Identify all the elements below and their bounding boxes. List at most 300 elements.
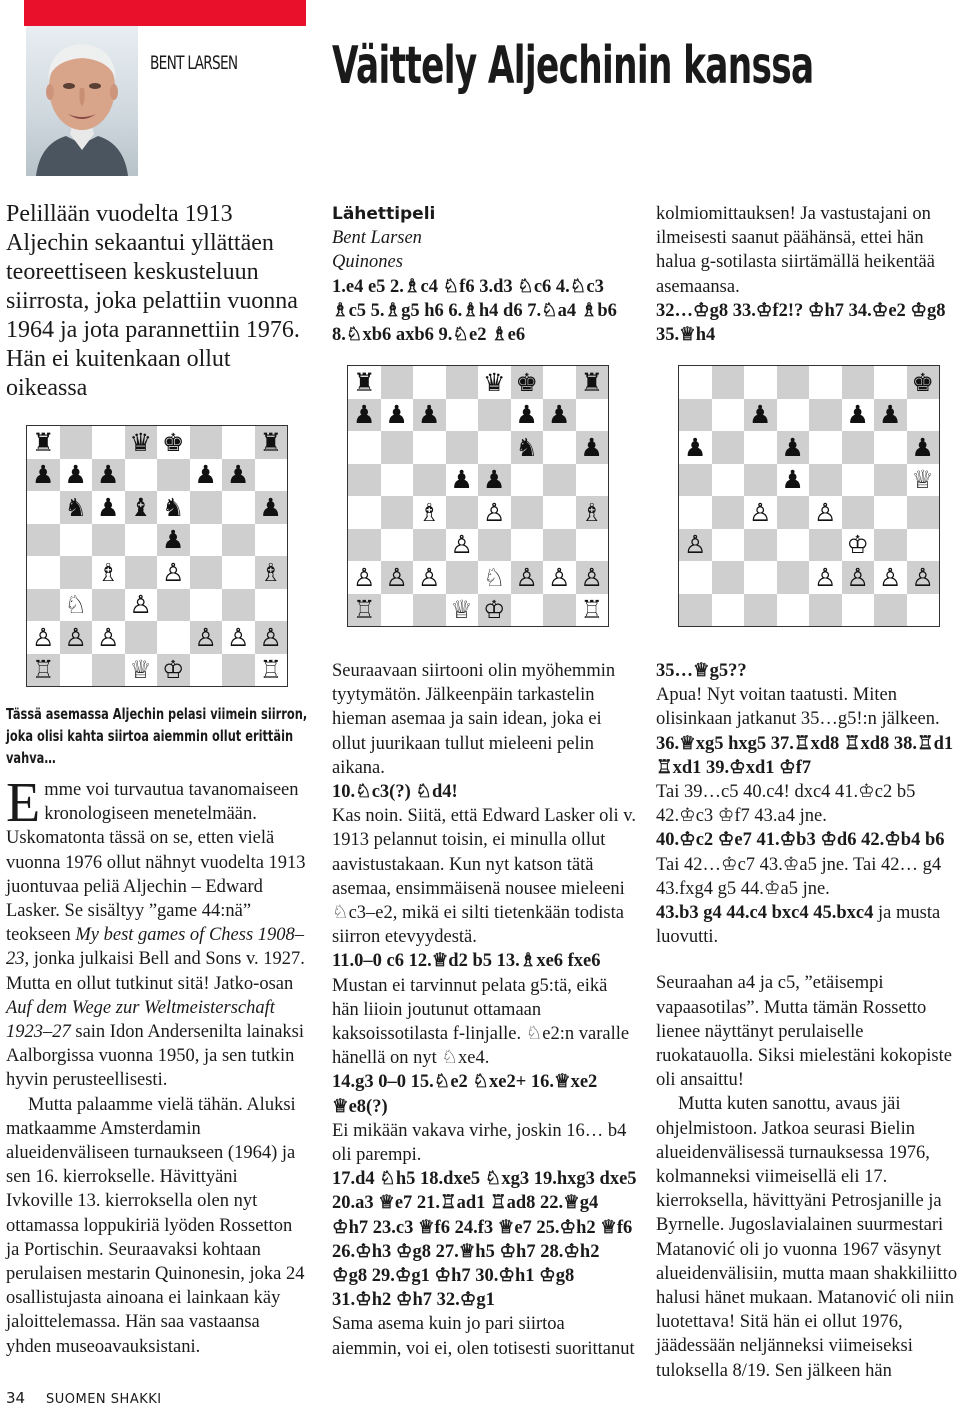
chess-piece: ♙ — [353, 562, 376, 592]
board-square — [348, 431, 381, 464]
board-square — [446, 496, 479, 529]
board-square — [157, 654, 190, 687]
board-square — [907, 496, 940, 529]
chess-piece: ♘ — [483, 562, 506, 592]
board-square — [27, 491, 60, 524]
board-square — [190, 654, 223, 687]
board-square — [907, 399, 940, 432]
board-square — [744, 464, 777, 497]
board-square — [576, 399, 609, 432]
board-square — [413, 496, 446, 529]
board-square — [348, 561, 381, 594]
col2-text-3: Mustan ei tarvinnut pelata g5:tä, eikä hän liioin joutunut ottamaan kaksoissotilasta f-linjalle. ♘e2:n varalle hänellä on nyt ♘xe4. — [332, 975, 630, 1069]
board-square — [157, 426, 190, 459]
board-square — [92, 556, 125, 589]
diagram-caption: Tässä asemassa Aljechin pelasi viimein siirron, joka olisi kahta siirtoa aiemmin ollut erittäin vahva… — [6, 705, 308, 767]
board-square — [125, 556, 158, 589]
board-square — [60, 654, 93, 687]
chess-piece: ♙ — [814, 562, 837, 592]
article-title: Väittely Aljechinin kanssa — [332, 36, 814, 96]
chess-piece: ♜ — [580, 367, 603, 397]
board-square — [446, 399, 479, 432]
chess-piece: ♜ — [259, 427, 282, 457]
chess-piece: ♟ — [781, 432, 804, 462]
board-square — [874, 496, 907, 529]
board-square — [413, 399, 446, 432]
board-square — [125, 459, 158, 492]
chess-piece: ♙ — [879, 562, 902, 592]
col2-text-5: Sama asema kuin jo pari siirtoa aiemmin, voi ei, olen totisesti suorittanut — [332, 1314, 635, 1359]
board-square — [576, 464, 609, 497]
col3-top-moves: 32…♔g8 33.♔f2!? ♔h7 34.♔e2 ♔g8 35.♕h4 — [656, 300, 946, 346]
board-square — [190, 556, 223, 589]
col3-top — [656, 202, 958, 347]
board-square — [446, 529, 479, 562]
board-square — [842, 366, 875, 399]
board-square — [446, 464, 479, 497]
chess-piece: ♚ — [515, 367, 538, 397]
col3-text-2: Tai 39…c5 40.c4! dxc4 41.♔c2 b5 42.♔c3 ♔f7 43.a4 jne. — [656, 782, 916, 827]
chess-diagram-middle — [347, 365, 609, 627]
board-square — [744, 431, 777, 464]
chess-piece: ♙ — [64, 622, 87, 652]
board-square — [679, 594, 712, 627]
board-square — [381, 561, 414, 594]
chess-piece: ♕ — [911, 465, 934, 495]
board-square — [809, 529, 842, 562]
col3-moves-1: 35…♕g5?? — [656, 661, 747, 681]
chess-piece: ♟ — [781, 465, 804, 495]
board-square — [255, 491, 288, 524]
board-square — [744, 366, 777, 399]
chess-piece: ♟ — [548, 400, 571, 430]
col2-moves-1: 10.♘c3(?) ♘d4! — [332, 782, 458, 803]
board-square — [543, 594, 576, 627]
chess-piece: ♗ — [97, 557, 120, 587]
chess-piece: ♛ — [483, 367, 506, 397]
col3-body — [656, 659, 958, 1383]
book-title-1: My best games of Chess 1908–23 — [6, 925, 305, 970]
board-square — [874, 464, 907, 497]
chess-piece: ♟ — [879, 400, 902, 430]
chess-piece: ♟ — [911, 432, 934, 462]
chess-piece: ♙ — [749, 497, 772, 527]
board-square — [255, 621, 288, 654]
board-square — [543, 464, 576, 497]
board-square — [907, 561, 940, 594]
board-square — [92, 524, 125, 557]
chess-piece: ♔ — [483, 595, 506, 625]
board-square — [478, 399, 511, 432]
board-square — [478, 594, 511, 627]
col1-body — [6, 772, 308, 1359]
chess-piece: ♙ — [259, 622, 282, 652]
board-square — [348, 496, 381, 529]
board-square — [222, 621, 255, 654]
board-square — [777, 594, 810, 627]
board-square — [679, 366, 712, 399]
board-square — [777, 561, 810, 594]
chess-piece: ♙ — [814, 497, 837, 527]
col2-text-4: Ei mikään vakava virhe, joskin 16… b4 oli parempi. — [332, 1120, 627, 1166]
chess-piece: ♙ — [483, 497, 506, 527]
board-square — [413, 529, 446, 562]
board-square — [907, 431, 940, 464]
board-square — [222, 654, 255, 687]
chess-piece: ♟ — [194, 460, 217, 490]
chess-piece: ♜ — [353, 367, 376, 397]
chess-piece: ♘ — [64, 590, 87, 620]
board-square — [190, 426, 223, 459]
board-square — [809, 561, 842, 594]
author-photo — [26, 26, 138, 176]
board-square — [413, 431, 446, 464]
board-square — [222, 426, 255, 459]
chess-piece: ♞ — [162, 492, 185, 522]
game-header — [332, 202, 637, 347]
board-square — [679, 529, 712, 562]
chess-piece: ♙ — [418, 562, 441, 592]
board-square — [576, 496, 609, 529]
chess-piece: ♕ — [450, 595, 473, 625]
board-square — [712, 561, 745, 594]
board-square — [543, 366, 576, 399]
chess-piece: ♟ — [32, 460, 55, 490]
board-square — [348, 399, 381, 432]
board-square — [809, 496, 842, 529]
board-square — [874, 594, 907, 627]
page-number: 34 — [6, 1389, 26, 1407]
board-square — [777, 464, 810, 497]
chess-piece: ♟ — [749, 400, 772, 430]
chess-piece: ♟ — [580, 432, 603, 462]
board-square — [809, 594, 842, 627]
col2-text-2: Kas noin. Siitä, että Edward Lasker oli v. 1913 pelannut toisin, ei minulla ollut aavistustakaan. Kun nyt katson tätä asemaa, ensimmäisenä nousee mieleeni ♘c3–e2, mikä ei silti tietenkään todista siirron etevyydestä. — [332, 806, 636, 948]
chess-piece: ♙ — [194, 622, 217, 652]
chess-piece: ♙ — [385, 562, 408, 592]
board-square — [255, 459, 288, 492]
col2-moves-2: 11.0–0 c6 12.♕d2 b5 13.♗xe6 fxe6 — [332, 951, 601, 972]
board-square — [255, 589, 288, 622]
chess-piece: ♞ — [64, 492, 87, 522]
board-square — [190, 621, 223, 654]
board-square — [744, 399, 777, 432]
board-square — [842, 594, 875, 627]
chess-piece: ♟ — [162, 525, 185, 555]
chess-piece: ♟ — [385, 400, 408, 430]
board-square — [222, 491, 255, 524]
chess-piece: ♙ — [227, 622, 250, 652]
col3-moves-3: 40.♔c2 ♔e7 41.♔b3 ♔d6 42.♔b4 b6 — [656, 830, 945, 851]
chess-piece: ♙ — [684, 530, 707, 560]
board-square — [190, 524, 223, 557]
board-square — [576, 594, 609, 627]
chess-piece: ♟ — [64, 460, 87, 490]
intro-lead: Pelillään vuodelta 1913 Aljechin sekaantui yllättäen teoreettiseen keskusteluun siirrosta, joka pelattiin vuonna 1964 ja jota parannettiin 1976. Hän ei kuitenkaan ollut oikeassa — [6, 201, 300, 401]
board-square — [125, 589, 158, 622]
board-square — [157, 491, 190, 524]
col3-text-3: Tai 42…♔c7 43.♔a5 jne. Tai 42… g4 43.fxg4 g5 44.♔a5 jne. — [656, 854, 942, 899]
header-accent-bar — [24, 0, 306, 26]
board-square — [92, 621, 125, 654]
chess-piece: ♗ — [580, 497, 603, 527]
chess-piece: ♙ — [32, 622, 55, 652]
chess-piece: ♚ — [162, 427, 185, 457]
board-square — [744, 496, 777, 529]
chess-piece: ♖ — [580, 595, 603, 625]
board-square — [157, 524, 190, 557]
chess-piece: ♖ — [32, 655, 55, 685]
board-square — [381, 366, 414, 399]
chess-piece: ♙ — [97, 622, 120, 652]
col2-moves-3: 14.g3 0–0 15.♘e2 ♘xe2+ 16.♕xe2 ♕e8(?) — [332, 1072, 598, 1117]
board-square — [413, 464, 446, 497]
col2-moves-4: 17.d4 ♘h5 18.dxe5 ♘xg3 19.hxg3 dxe5 20.a3 ♕e7 21.♖ad1 ♖ad8 22.♕g4 ♔h7 23.c3 ♕f6 24.f3 ♕e7 25.♔h2 ♕f6 26.♔h3 ♔g8 27.♕h5 ♔h7 28.♔h2 ♔g8 29.♔g1 ♔h7 30.♔h1 ♔g8 31.♔h2 ♔h7 32.♔g1 — [332, 1169, 637, 1311]
chess-piece: ♗ — [418, 497, 441, 527]
board-square — [511, 529, 544, 562]
white-player: Bent Larsen — [332, 228, 422, 249]
board-square — [712, 594, 745, 627]
board-square — [27, 426, 60, 459]
board-square — [27, 524, 60, 557]
board-square — [809, 431, 842, 464]
chess-piece: ♙ — [580, 562, 603, 592]
board-square — [842, 464, 875, 497]
chess-piece: ♞ — [515, 432, 538, 462]
chess-piece: ♟ — [353, 400, 376, 430]
board-square — [446, 594, 479, 627]
board-square — [157, 556, 190, 589]
board-square — [543, 529, 576, 562]
chess-piece: ♟ — [684, 432, 707, 462]
board-square — [511, 594, 544, 627]
board-square — [446, 561, 479, 594]
chess-piece: ♟ — [97, 460, 120, 490]
board-square — [809, 366, 842, 399]
chess-piece: ♕ — [129, 655, 152, 685]
board-square — [907, 464, 940, 497]
board-square — [255, 556, 288, 589]
board-square — [679, 431, 712, 464]
board-square — [157, 589, 190, 622]
chess-diagram-right — [678, 365, 940, 627]
board-square — [777, 431, 810, 464]
board-square — [842, 561, 875, 594]
board-square — [60, 459, 93, 492]
board-square — [712, 399, 745, 432]
board-square — [874, 366, 907, 399]
board-square — [543, 399, 576, 432]
author-portrait-image — [26, 26, 138, 176]
board-square — [478, 366, 511, 399]
board-square — [511, 399, 544, 432]
board-square — [92, 459, 125, 492]
board-square — [712, 464, 745, 497]
board-square — [576, 366, 609, 399]
board-square — [413, 561, 446, 594]
board-square — [125, 524, 158, 557]
magazine-name: SUOMEN SHAKKI — [46, 1392, 162, 1407]
chess-piece: ♟ — [97, 492, 120, 522]
board-square — [543, 561, 576, 594]
chess-piece: ♚ — [911, 367, 934, 397]
col3-moves-4-line: 43.b3 g4 44.c4 bxc4 45.bxc4 ja musta luovutti. — [656, 903, 941, 948]
board-square — [842, 496, 875, 529]
board-square — [413, 366, 446, 399]
chess-piece: ♙ — [515, 562, 538, 592]
black-player: Quinones — [332, 252, 403, 273]
board-square — [907, 594, 940, 627]
board-square — [744, 529, 777, 562]
board-square — [712, 496, 745, 529]
col3-text-6: Mutta kuten sanottu, avaus jäi ohjelmistoon. Jatkoa seurasi Bielin alueidenvälisessä turnauksessa 1976, kolmanneksi viimeisellä eli 17. kierroksella, hävittyäni Petrosjanille ja Byrnelle. Jugoslavialainen suurmestari Matanović oli jo vuonna 1967 väsynyt alueidenvälisiin, mutta maan shakkiliitto halusi hänet mukaan. Matanović oli niin luotettava! Sitä hän ei ollut 1976, jäädessään neljänneksi viimeiseksi tuloksella 8/19. Sen jälkeen hän — [656, 1094, 958, 1381]
col1-paragraph-2: Mutta palaamme vielä tähän. Aluksi matkaamme Amsterdamin alueidenväliseen turnaukseen (1964) ja sen 16. kierrokselle. Hävittyäni Ivkoville 13. kierroksella olen nyt ottamassa loppukiriä lyöden Rossetton ja Portischin. Seuraavaksi kohtaan perulaisen mestarin Quinonesin, joka 24 osallistujasta ainoana ei lainkaan käy jaloittelemassa. Hän saa vastaansa yhden museoavauksistani. — [6, 1094, 305, 1357]
book-title-2: Auf dem Wege zur Weltmeisterschaft 1923–27 — [6, 997, 275, 1043]
drop-cap: E — [6, 772, 41, 834]
col3-top-text: kolmiomittauksen! Ja vastustajani on ilmeisesti saanut päähänsä, ettei hän halua g-sotilasta siirtämällä heikentää asemaansa. — [656, 204, 935, 297]
board-square — [125, 621, 158, 654]
col1-paragraph-1: Emme voi turvautua tavanomaiseen kronologiseen menetelmään. Uskomatonta tässä on se, etten vielä vuonna 1976 ollut nähnyt vuodelta 1913 juontuvaa peliä Aljechin – Edward Lasker. Se sisältyy ”game 44:nä” teokseen My best games of Chess 1908–23, jonka julkaisi Bell and Sons v. 1927. Mutta en ollut tutkinut sitä! Jatko-osan Auf dem Wege zur Weltmeisterschaft 1923–27 sain Idon Andersenilta lainaksi Aalborgissa vuonna 1950, ja sen tutkin hyvin perusteellisesti. — [6, 772, 306, 1091]
board-square — [679, 496, 712, 529]
board-square — [511, 431, 544, 464]
board-square — [222, 524, 255, 557]
board-square — [842, 431, 875, 464]
chess-piece: ♙ — [548, 562, 571, 592]
board-square — [255, 426, 288, 459]
board-square — [842, 529, 875, 562]
chess-piece: ♗ — [259, 557, 282, 587]
board-square — [381, 496, 414, 529]
board-square — [92, 491, 125, 524]
board-square — [27, 459, 60, 492]
chess-piece: ♟ — [418, 400, 441, 430]
chess-piece: ♙ — [846, 562, 869, 592]
board-square — [255, 654, 288, 687]
author-name: BENT LARSEN — [150, 52, 238, 74]
chess-piece: ♙ — [162, 557, 185, 587]
board-square — [576, 431, 609, 464]
board-square — [92, 426, 125, 459]
chess-piece: ♙ — [129, 590, 152, 620]
board-square — [60, 621, 93, 654]
board-square — [744, 594, 777, 627]
chess-piece: ♟ — [259, 492, 282, 522]
board-square — [222, 589, 255, 622]
board-square — [511, 464, 544, 497]
board-square — [27, 556, 60, 589]
board-square — [92, 654, 125, 687]
board-square — [255, 524, 288, 557]
board-square — [381, 464, 414, 497]
board-square — [777, 399, 810, 432]
board-square — [842, 399, 875, 432]
board-square — [744, 561, 777, 594]
board-square — [511, 366, 544, 399]
board-square — [511, 561, 544, 594]
board-square — [27, 621, 60, 654]
board-square — [543, 431, 576, 464]
chess-piece: ♔ — [846, 530, 869, 560]
board-square — [381, 431, 414, 464]
board-square — [60, 426, 93, 459]
board-square — [543, 496, 576, 529]
board-square — [125, 426, 158, 459]
col3-text-5: Seuraahan a4 ja c5, ”etäisempi vapaasotilas”. Mutta tämän Rossetto lienee näyttänyt perulaiselle ruokatauolla. Siksi mielestäni kokopiste oli ansaittu! — [656, 973, 952, 1091]
board-square — [777, 496, 810, 529]
board-square — [809, 399, 842, 432]
chess-piece: ♝ — [129, 492, 152, 522]
chess-diagram-left — [26, 425, 288, 687]
board-square — [907, 366, 940, 399]
opening-name: Lähettipeli — [332, 204, 436, 224]
board-square — [27, 589, 60, 622]
chess-piece: ♟ — [846, 400, 869, 430]
chess-piece: ♛ — [129, 427, 152, 457]
board-square — [222, 459, 255, 492]
board-square — [157, 459, 190, 492]
board-square — [478, 561, 511, 594]
chess-piece: ♟ — [450, 465, 473, 495]
board-square — [511, 496, 544, 529]
board-square — [60, 556, 93, 589]
board-square — [190, 491, 223, 524]
board-square — [679, 464, 712, 497]
board-square — [874, 399, 907, 432]
board-square — [478, 529, 511, 562]
board-square — [874, 431, 907, 464]
board-square — [446, 431, 479, 464]
board-square — [60, 491, 93, 524]
board-square — [679, 561, 712, 594]
col2-body — [332, 659, 637, 1361]
board-square — [413, 594, 446, 627]
board-square — [874, 561, 907, 594]
board-square — [381, 529, 414, 562]
board-square — [60, 589, 93, 622]
board-square — [348, 594, 381, 627]
board-square — [777, 366, 810, 399]
board-square — [679, 399, 712, 432]
board-square — [348, 366, 381, 399]
board-square — [125, 654, 158, 687]
chess-piece: ♔ — [162, 655, 185, 685]
board-square — [576, 529, 609, 562]
col3-text-1: Apua! Nyt voitan taatusti. Miten olisinkaan jatkanut 35…g5!:n jälkeen. — [656, 685, 940, 730]
board-square — [190, 589, 223, 622]
board-square — [712, 366, 745, 399]
chess-piece: ♖ — [259, 655, 282, 685]
board-square — [92, 589, 125, 622]
board-square — [576, 561, 609, 594]
chess-piece: ♙ — [450, 530, 473, 560]
board-square — [809, 464, 842, 497]
col2-text-1: Seuraavaan siirtooni olin myöhemmin tyytymätön. Jälkeenpäin tarkastelin hieman asemaa ja sain idean, joka ei ollut juurikaan tullut mieleeni pelin aikana. — [332, 661, 616, 778]
board-square — [348, 464, 381, 497]
chess-piece: ♟ — [483, 465, 506, 495]
board-square — [874, 529, 907, 562]
chess-piece: ♜ — [32, 427, 55, 457]
board-square — [222, 556, 255, 589]
chess-piece: ♙ — [911, 562, 934, 592]
chess-piece: ♖ — [353, 595, 376, 625]
board-square — [907, 529, 940, 562]
board-square — [712, 529, 745, 562]
board-square — [381, 594, 414, 627]
board-square — [348, 529, 381, 562]
board-square — [157, 621, 190, 654]
board-square — [777, 529, 810, 562]
chess-piece: ♟ — [515, 400, 538, 430]
